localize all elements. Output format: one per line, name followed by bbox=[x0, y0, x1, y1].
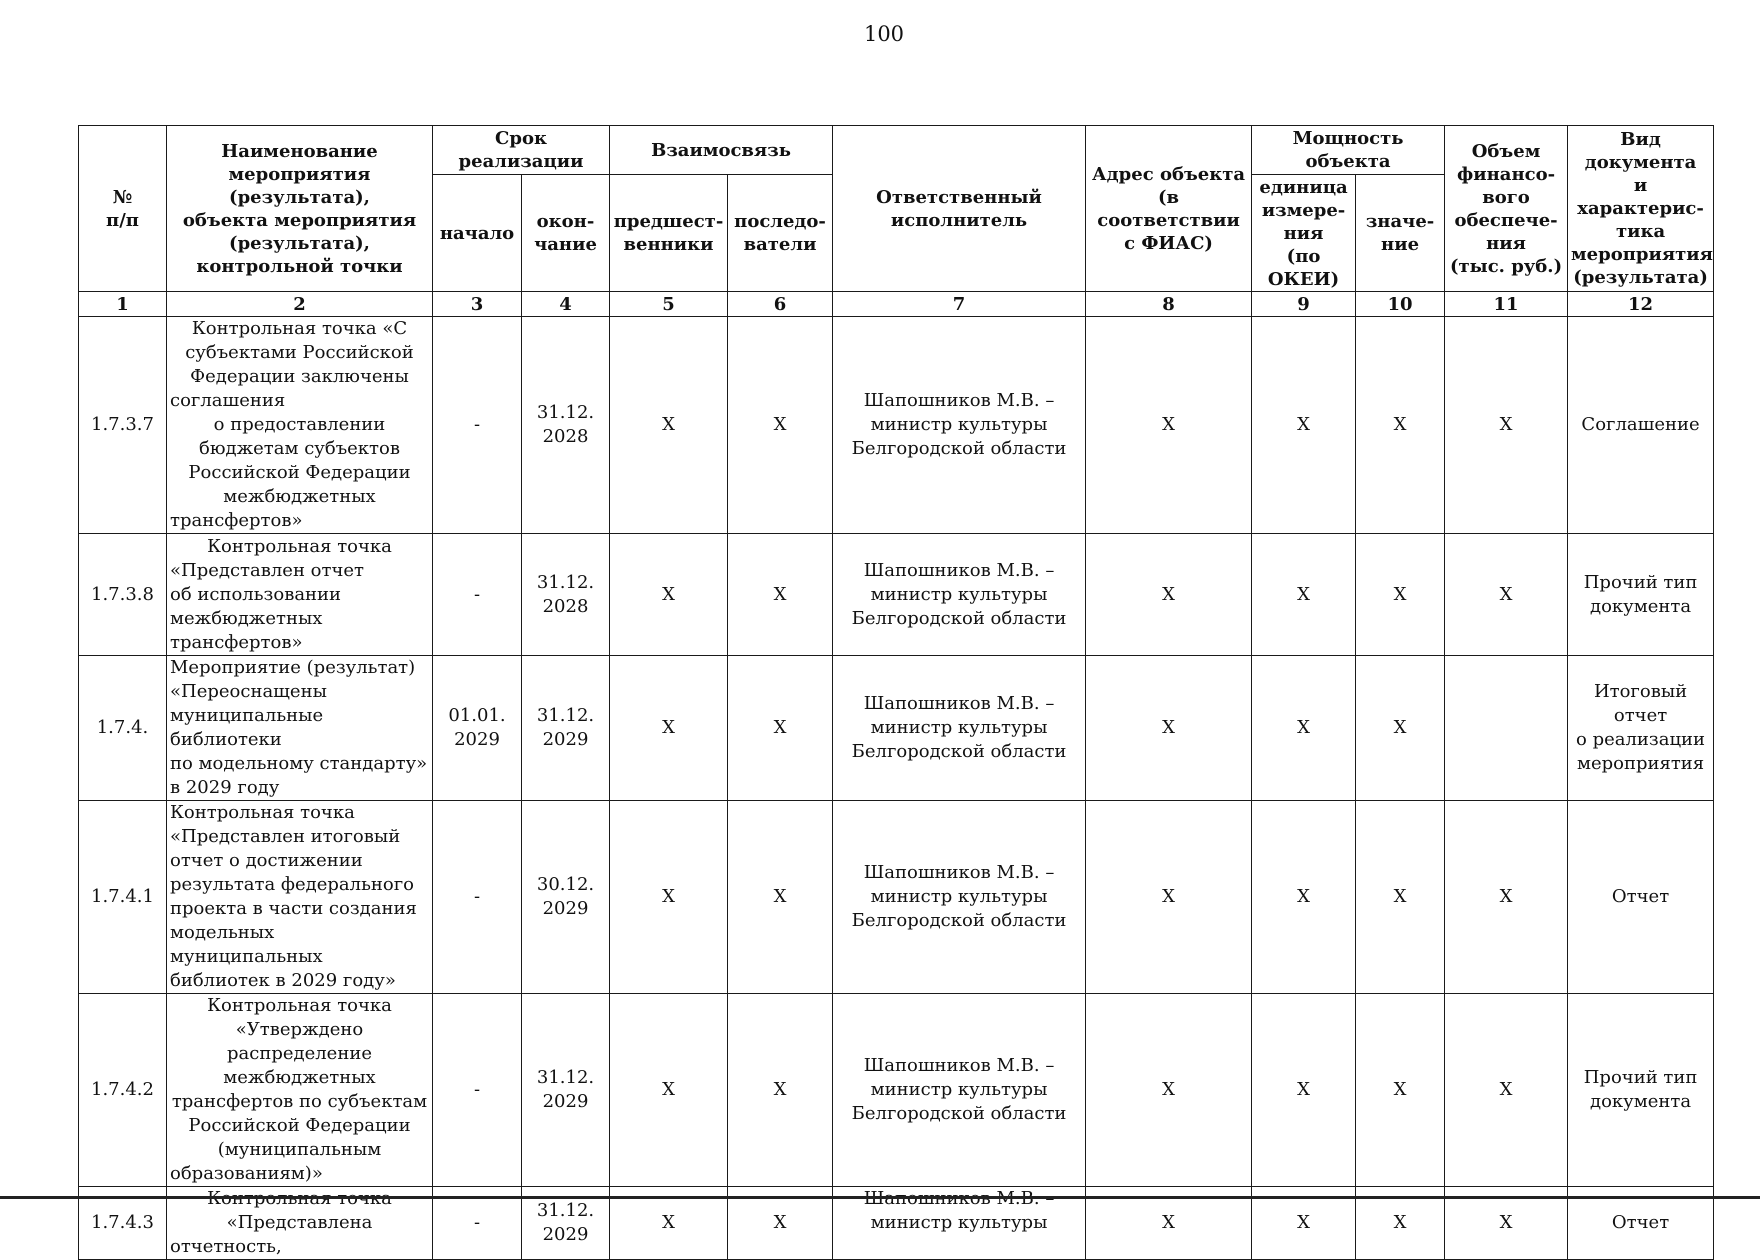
header-capacity bbox=[1252, 126, 1445, 175]
cell-end: 31.12. 2028 bbox=[522, 317, 610, 534]
cell-doc: Итоговый отчет о реализации мероприятия bbox=[1568, 656, 1714, 801]
header-address bbox=[1086, 126, 1252, 292]
cell-value: Х bbox=[1356, 656, 1445, 801]
cell-doc: Прочий тип документа bbox=[1568, 534, 1714, 656]
header-capacity-value bbox=[1356, 175, 1445, 292]
cell-responsible: Шапошников М.В. – министр культуры Белгородской области bbox=[833, 317, 1086, 534]
cell-name: Контрольная точка «С субъектами Российской Федерации заключены соглашения о предоставлении бюджетам субъектов Российской Федерации межбюджетных трансфертов» bbox=[167, 317, 433, 534]
cell-succ: Х bbox=[728, 1187, 833, 1260]
header-doc-type bbox=[1568, 126, 1714, 292]
cell-funding: Х bbox=[1445, 534, 1568, 656]
cell-doc: Соглашение bbox=[1568, 317, 1714, 534]
header-relation-succ bbox=[728, 175, 833, 292]
cell-address: Х bbox=[1086, 534, 1252, 656]
cell-start: 01.01. 2029 bbox=[433, 656, 522, 801]
cell-address: Х bbox=[1086, 656, 1252, 801]
cell-responsible: Шапошников М.В. – министр культуры Белгородской области bbox=[833, 534, 1086, 656]
column-number: 12 bbox=[1568, 292, 1714, 317]
cell-pred: Х bbox=[610, 1187, 728, 1260]
table-row bbox=[79, 317, 1714, 534]
header-term-start-text: начало bbox=[439, 222, 515, 244]
cell-funding: Х bbox=[1445, 317, 1568, 534]
cell-name: Мероприятие (результат) «Переоснащены муниципальные библиотеки по модельному стандарту» в 2029 году bbox=[167, 656, 433, 801]
header-num bbox=[79, 126, 167, 292]
cell-funding: Х bbox=[1445, 801, 1568, 994]
table-row bbox=[79, 801, 1714, 994]
cell-end: 31.12. 2029 bbox=[522, 1187, 610, 1260]
header-relation-pred bbox=[610, 175, 728, 292]
cell-address: Х bbox=[1086, 801, 1252, 994]
header-relation-text: Взаимосвязь bbox=[651, 139, 791, 161]
cell-pred: Х bbox=[610, 317, 728, 534]
header-term bbox=[433, 126, 610, 175]
table-row bbox=[79, 656, 1714, 801]
column-number-row bbox=[79, 292, 1714, 317]
cell-end: 30.12. 2029 bbox=[522, 801, 610, 994]
table-row bbox=[79, 994, 1714, 1187]
page-bottom-rule bbox=[0, 1196, 1760, 1199]
column-number: 4 bbox=[522, 292, 610, 317]
cell-value: Х bbox=[1356, 1187, 1445, 1260]
header-name bbox=[167, 126, 433, 292]
header-capacity-unit-text: единица измере- ния (по ОКЕИ) bbox=[1259, 176, 1348, 290]
column-number: 10 bbox=[1356, 292, 1445, 317]
cell-name: Контрольная точка «Утверждено распределение межбюджетных трансфертов по субъектам Российской Федерации (муниципальным образованиям)» bbox=[167, 994, 433, 1187]
header-doc-type-text: Вид документа и характерис- тика мероприятия (результата) bbox=[1571, 129, 1713, 288]
cell-pred: Х bbox=[610, 534, 728, 656]
cell-address: Х bbox=[1086, 1187, 1252, 1260]
cell-funding bbox=[1445, 656, 1568, 801]
cell-address: Х bbox=[1086, 994, 1252, 1187]
cell-end: 31.12. 2029 bbox=[522, 656, 610, 801]
column-number: 5 bbox=[610, 292, 728, 317]
cell-doc: Прочий тип документа bbox=[1568, 994, 1714, 1187]
cell-unit: Х bbox=[1252, 801, 1356, 994]
header-term-end-text: окон- чание bbox=[534, 211, 597, 255]
header-funding-text: Объем финансо- вого обеспече- ния (тыс. руб.) bbox=[1449, 140, 1563, 277]
column-number: 2 bbox=[167, 292, 433, 317]
cell-value: Х bbox=[1356, 994, 1445, 1187]
column-number: 3 bbox=[433, 292, 522, 317]
column-number: 11 bbox=[1445, 292, 1568, 317]
cell-pred: Х bbox=[610, 656, 728, 801]
header-relation-pred-text: предшест- венники bbox=[613, 211, 724, 255]
cell-succ: Х bbox=[728, 317, 833, 534]
cell-num: 1.7.4.3 bbox=[79, 1187, 167, 1260]
cell-succ: Х bbox=[728, 801, 833, 994]
header-name-text: Наименование мероприятия (результата), объекта мероприятия (результата), контрольной точки bbox=[182, 140, 417, 277]
cell-start: - bbox=[433, 801, 522, 994]
cell-responsible: Шапошников М.В. – министр культуры Белгородской области bbox=[833, 994, 1086, 1187]
cell-funding: Х bbox=[1445, 1187, 1568, 1260]
cell-value: Х bbox=[1356, 801, 1445, 994]
cell-value: Х bbox=[1356, 317, 1445, 534]
column-number: 9 bbox=[1252, 292, 1356, 317]
plan-table bbox=[78, 125, 1714, 1260]
cell-name: «Представлена отчетность, bbox=[167, 1187, 433, 1260]
header-relation bbox=[610, 126, 833, 175]
header-capacity-unit bbox=[1252, 175, 1356, 292]
column-number: 6 bbox=[728, 292, 833, 317]
header-term-end bbox=[522, 175, 610, 292]
cell-name: Контрольная точка «Представлен отчет об использовании межбюджетных трансфертов» bbox=[167, 534, 433, 656]
cell-start: - bbox=[433, 994, 522, 1187]
header-term-start bbox=[433, 175, 522, 292]
cell-unit: Х bbox=[1252, 317, 1356, 534]
cell-num: 1.7.4. bbox=[79, 656, 167, 801]
cell-num: 1.7.3.8 bbox=[79, 534, 167, 656]
page-number: 100 bbox=[863, 22, 905, 46]
cell-address: Х bbox=[1086, 317, 1252, 534]
header-capacity-text: Мощность объекта bbox=[1292, 128, 1404, 172]
cell-pred: Х bbox=[610, 994, 728, 1187]
cell-doc: Отчет bbox=[1568, 1187, 1714, 1260]
cell-responsible: Шапошников М.В. – министр культуры Белгородской области bbox=[833, 801, 1086, 994]
cell-responsible: Шапошников М.В. – министр культуры Белгородской области bbox=[833, 656, 1086, 801]
cell-name: Контрольная точка «Представлен итоговый отчет о достижении результата федерального проекта в части создания модельных муниципальных библиотек в 2029 году» bbox=[167, 801, 433, 994]
cell-start: - bbox=[433, 534, 522, 656]
cell-unit: Х bbox=[1252, 994, 1356, 1187]
header-funding bbox=[1445, 126, 1568, 292]
cell-value: Х bbox=[1356, 534, 1445, 656]
cell-num: 1.7.3.7 bbox=[79, 317, 167, 534]
column-number: 1 bbox=[79, 292, 167, 317]
cell-num: 1.7.4.2 bbox=[79, 994, 167, 1187]
column-number: 7 bbox=[833, 292, 1086, 317]
header-relation-succ-text: последо- ватели bbox=[734, 211, 826, 255]
cell-unit: Х bbox=[1252, 656, 1356, 801]
cell-start: - bbox=[433, 317, 522, 534]
cell-unit: Х bbox=[1252, 1187, 1356, 1260]
cell-end: 31.12. 2028 bbox=[522, 534, 610, 656]
header-num-text: № п/п bbox=[106, 186, 139, 231]
cell-succ: Х bbox=[728, 534, 833, 656]
header-responsible-text: Ответственный исполнитель bbox=[876, 186, 1042, 231]
cell-funding: Х bbox=[1445, 994, 1568, 1187]
cell-doc: Отчет bbox=[1568, 801, 1714, 994]
cell-responsible: министр культуры bbox=[833, 1187, 1086, 1260]
cell-start: - bbox=[433, 1187, 522, 1260]
cell-pred: Х bbox=[610, 801, 728, 994]
table-row bbox=[79, 534, 1714, 656]
cell-end: 31.12. 2029 bbox=[522, 994, 610, 1187]
column-number: 8 bbox=[1086, 292, 1252, 317]
header-capacity-value-text: значе- ние bbox=[1365, 211, 1435, 255]
cell-succ: Х bbox=[728, 656, 833, 801]
cell-num: 1.7.4.1 bbox=[79, 801, 167, 994]
header-address-text: Адрес объекта (в соответствии с ФИАС) bbox=[1092, 163, 1246, 254]
cell-succ: Х bbox=[728, 994, 833, 1187]
header-term-text: Срок реализации bbox=[458, 128, 584, 172]
header-responsible bbox=[833, 126, 1086, 292]
cell-unit: Х bbox=[1252, 534, 1356, 656]
